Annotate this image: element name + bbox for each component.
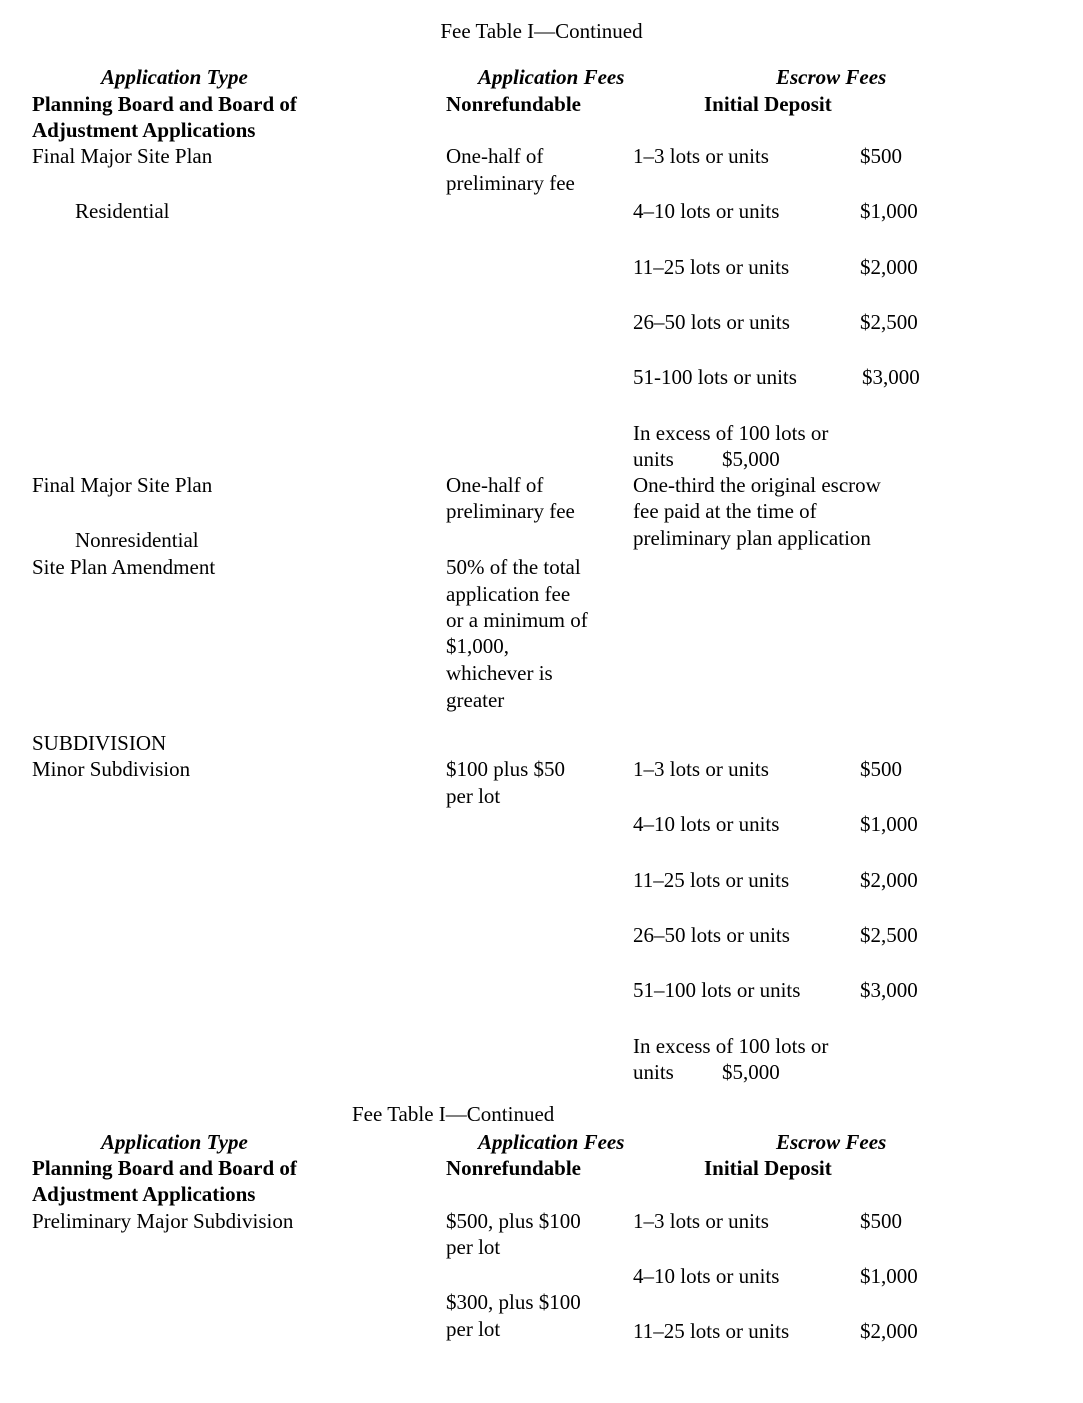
header-board-line2: Adjustment Applications [32, 1182, 256, 1206]
application-fee-line: greater [446, 688, 505, 712]
escrow-amount: $500 [860, 757, 902, 781]
escrow-range: 1–3 lots or units [633, 144, 769, 168]
escrow-amount: $1,000 [860, 199, 918, 223]
escrow-text-line: One-third the original escrow [633, 473, 881, 497]
escrow-amount: $3,000 [860, 978, 918, 1002]
application-fee-line: $100 plus $50 [446, 757, 566, 781]
header-escrow-fees: Escrow Fees [776, 1130, 887, 1154]
application-type: Final Major Site Plan [32, 473, 213, 497]
escrow-range: 1–3 lots or units [633, 757, 769, 781]
table-title: Fee Table I—Continued [352, 1102, 555, 1126]
table-title: Fee Table I—Continued [440, 19, 643, 43]
escrow-range: 11–25 lots or units [633, 255, 790, 279]
escrow-range: 4–10 lots or units [633, 199, 780, 223]
escrow-amount: $2,000 [860, 868, 918, 892]
escrow-amount: $1,000 [860, 1264, 918, 1288]
escrow-excess-line1: In excess of 100 lots or [633, 1034, 829, 1058]
section-heading: SUBDIVISION [32, 731, 167, 755]
application-type: Preliminary Major Subdivision [32, 1209, 294, 1233]
escrow-excess-amount: $5,000 [722, 447, 780, 471]
application-fee-line: per lot [446, 1235, 501, 1259]
application-fee-line: One-half of [446, 473, 544, 497]
application-fee-line: or a minimum of [446, 608, 588, 632]
escrow-excess-units: units [633, 447, 674, 471]
header-nonrefundable: Nonrefundable [446, 1156, 581, 1180]
application-type: Site Plan Amendment [32, 555, 216, 579]
header-application-type: Application Type [101, 1130, 248, 1154]
application-fee-line: per lot [446, 1317, 501, 1341]
escrow-amount: $500 [860, 144, 902, 168]
application-subtype: Residential [75, 199, 170, 223]
application-fee-line: application fee [446, 582, 571, 606]
escrow-amount: $2,000 [860, 1319, 918, 1343]
application-fee-line: One-half of [446, 144, 544, 168]
escrow-range: 1–3 lots or units [633, 1209, 769, 1233]
escrow-text-line: preliminary plan application [633, 526, 871, 550]
escrow-range: 4–10 lots or units [633, 1264, 780, 1288]
header-board-line1: Planning Board and Board of [32, 1156, 297, 1180]
escrow-range: 51–100 lots or units [633, 978, 801, 1002]
escrow-range: 11–25 lots or units [633, 868, 790, 892]
escrow-amount: $1,000 [860, 812, 918, 836]
escrow-range: 26–50 lots or units [633, 310, 790, 334]
escrow-amount: $2,500 [860, 310, 918, 334]
header-board-line1: Planning Board and Board of [32, 92, 297, 116]
escrow-excess-amount: $5,000 [722, 1060, 780, 1084]
escrow-excess-units: units [633, 1060, 674, 1084]
application-fee-line: $500, plus $100 [446, 1209, 581, 1233]
application-fee-line: $300, plus $100 [446, 1290, 581, 1314]
header-nonrefundable: Nonrefundable [446, 92, 581, 116]
escrow-amount: $3,000 [862, 365, 920, 389]
escrow-amount: $2,500 [860, 923, 918, 947]
escrow-amount: $500 [860, 1209, 902, 1233]
header-escrow-fees: Escrow Fees [776, 65, 887, 89]
escrow-text-line: fee paid at the time of [633, 499, 817, 523]
application-fee-line: whichever is [446, 661, 553, 685]
escrow-excess-line1: In excess of 100 lots or [633, 421, 829, 445]
escrow-amount: $2,000 [860, 255, 918, 279]
application-fee-line: per lot [446, 784, 501, 808]
application-fee-line: preliminary fee [446, 171, 575, 195]
header-initial-deposit: Initial Deposit [704, 92, 832, 116]
header-application-fees: Application Fees [478, 65, 625, 89]
header-application-fees: Application Fees [478, 1130, 625, 1154]
application-fee-line: preliminary fee [446, 499, 575, 523]
escrow-range: 26–50 lots or units [633, 923, 790, 947]
escrow-range: 51-100 lots or units [633, 365, 797, 389]
application-type: Minor Subdivision [32, 757, 191, 781]
application-subtype: Nonresidential [75, 528, 199, 552]
application-type: Final Major Site Plan [32, 144, 213, 168]
header-application-type: Application Type [101, 65, 248, 89]
escrow-range: 4–10 lots or units [633, 812, 780, 836]
escrow-range: 11–25 lots or units [633, 1319, 790, 1343]
application-fee-line: 50% of the total [446, 555, 581, 579]
application-fee-line: $1,000, [446, 634, 509, 658]
header-board-line2: Adjustment Applications [32, 118, 256, 142]
header-initial-deposit: Initial Deposit [704, 1156, 832, 1180]
